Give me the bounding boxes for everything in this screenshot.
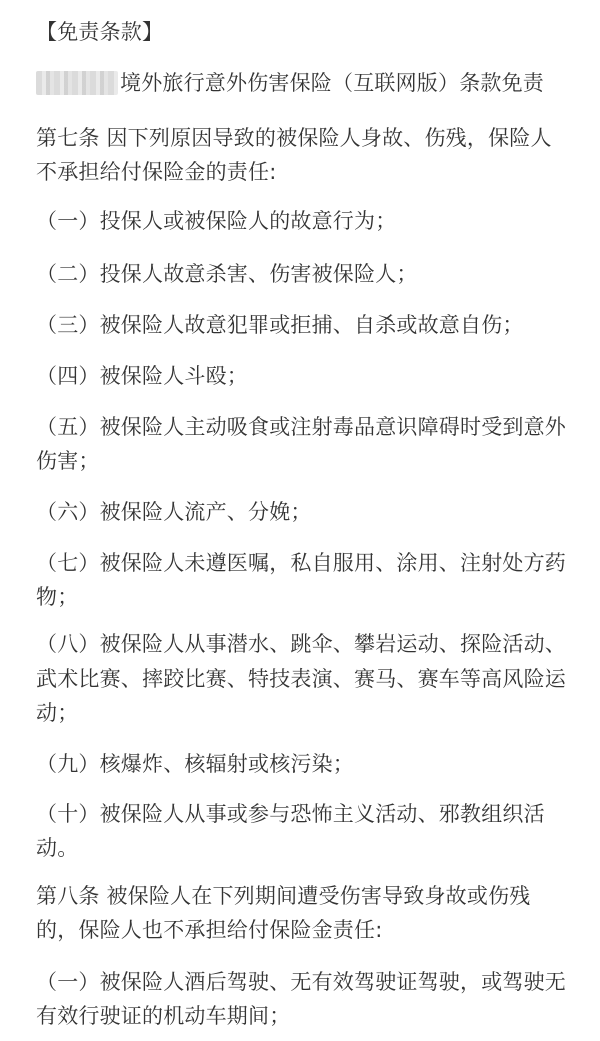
article7-item-1: （一）投保人或被保险人的故意行为； xyxy=(36,209,397,233)
article7-item-8-line2: 武术比赛、摔跤比赛、特技表演、赛马、赛车等高风险运 xyxy=(36,667,566,691)
article7-item-2: （二）投保人故意杀害、伤害被保险人； xyxy=(36,262,418,286)
article7-item-8-line1: （八）被保险人从事潜水、跳伞、攀岩运动、探险活动、 xyxy=(36,632,566,656)
article7-item-6: （六）被保险人流产、分娩； xyxy=(36,500,312,524)
article8-item-1-line1: （一）被保险人酒后驾驶、无有效驾驶证驾驶，或驾驶无 xyxy=(36,970,566,994)
article7-item-5-line2: 伤害； xyxy=(36,449,100,473)
article8-heading-line2: 的，保险人也不承担给付保险金责任: xyxy=(36,918,383,942)
article7-item-4: （四）被保险人斗殴； xyxy=(36,364,248,388)
article8-item-1-line2: 有效行驶证的机动车期间； xyxy=(36,1004,291,1028)
article7-item-8-line3: 动； xyxy=(36,701,79,725)
article8-heading-line1: 第八条 被保险人在下列期间遭受伤害导致身故或伤残 xyxy=(36,884,531,908)
article7-item-10-line2: 动。 xyxy=(36,836,79,860)
article7-item-9: （九）核爆炸、核辐射或核污染； xyxy=(36,752,354,776)
article7-item-3: （三）被保险人故意犯罪或拒捕、自杀或故意自伤； xyxy=(36,313,524,337)
section-title: 【免责条款】 xyxy=(36,20,164,44)
article7-heading-line2: 不承担给付保险金的责任: xyxy=(36,160,277,184)
article7-item-5-line1: （五）被保险人主动吸食或注射毒品意识障碍时受到意外 xyxy=(36,415,566,439)
redacted-company-name xyxy=(36,71,118,95)
article7-item-7-line1: （七）被保险人未遵医嘱，私自服用、涂用、注射处方药 xyxy=(36,551,566,575)
article7-item-10-line1: （十）被保险人从事或参与恐怖主义活动、邪教组织活 xyxy=(36,802,545,826)
clause-subtitle: 境外旅行意外伤害保险（互联网版）条款免责 xyxy=(120,71,544,95)
article7-heading-line1: 第七条 因下列原因导致的被保险人身故、伤残，保险人 xyxy=(36,126,552,150)
article7-item-7-line2: 物； xyxy=(36,585,79,609)
